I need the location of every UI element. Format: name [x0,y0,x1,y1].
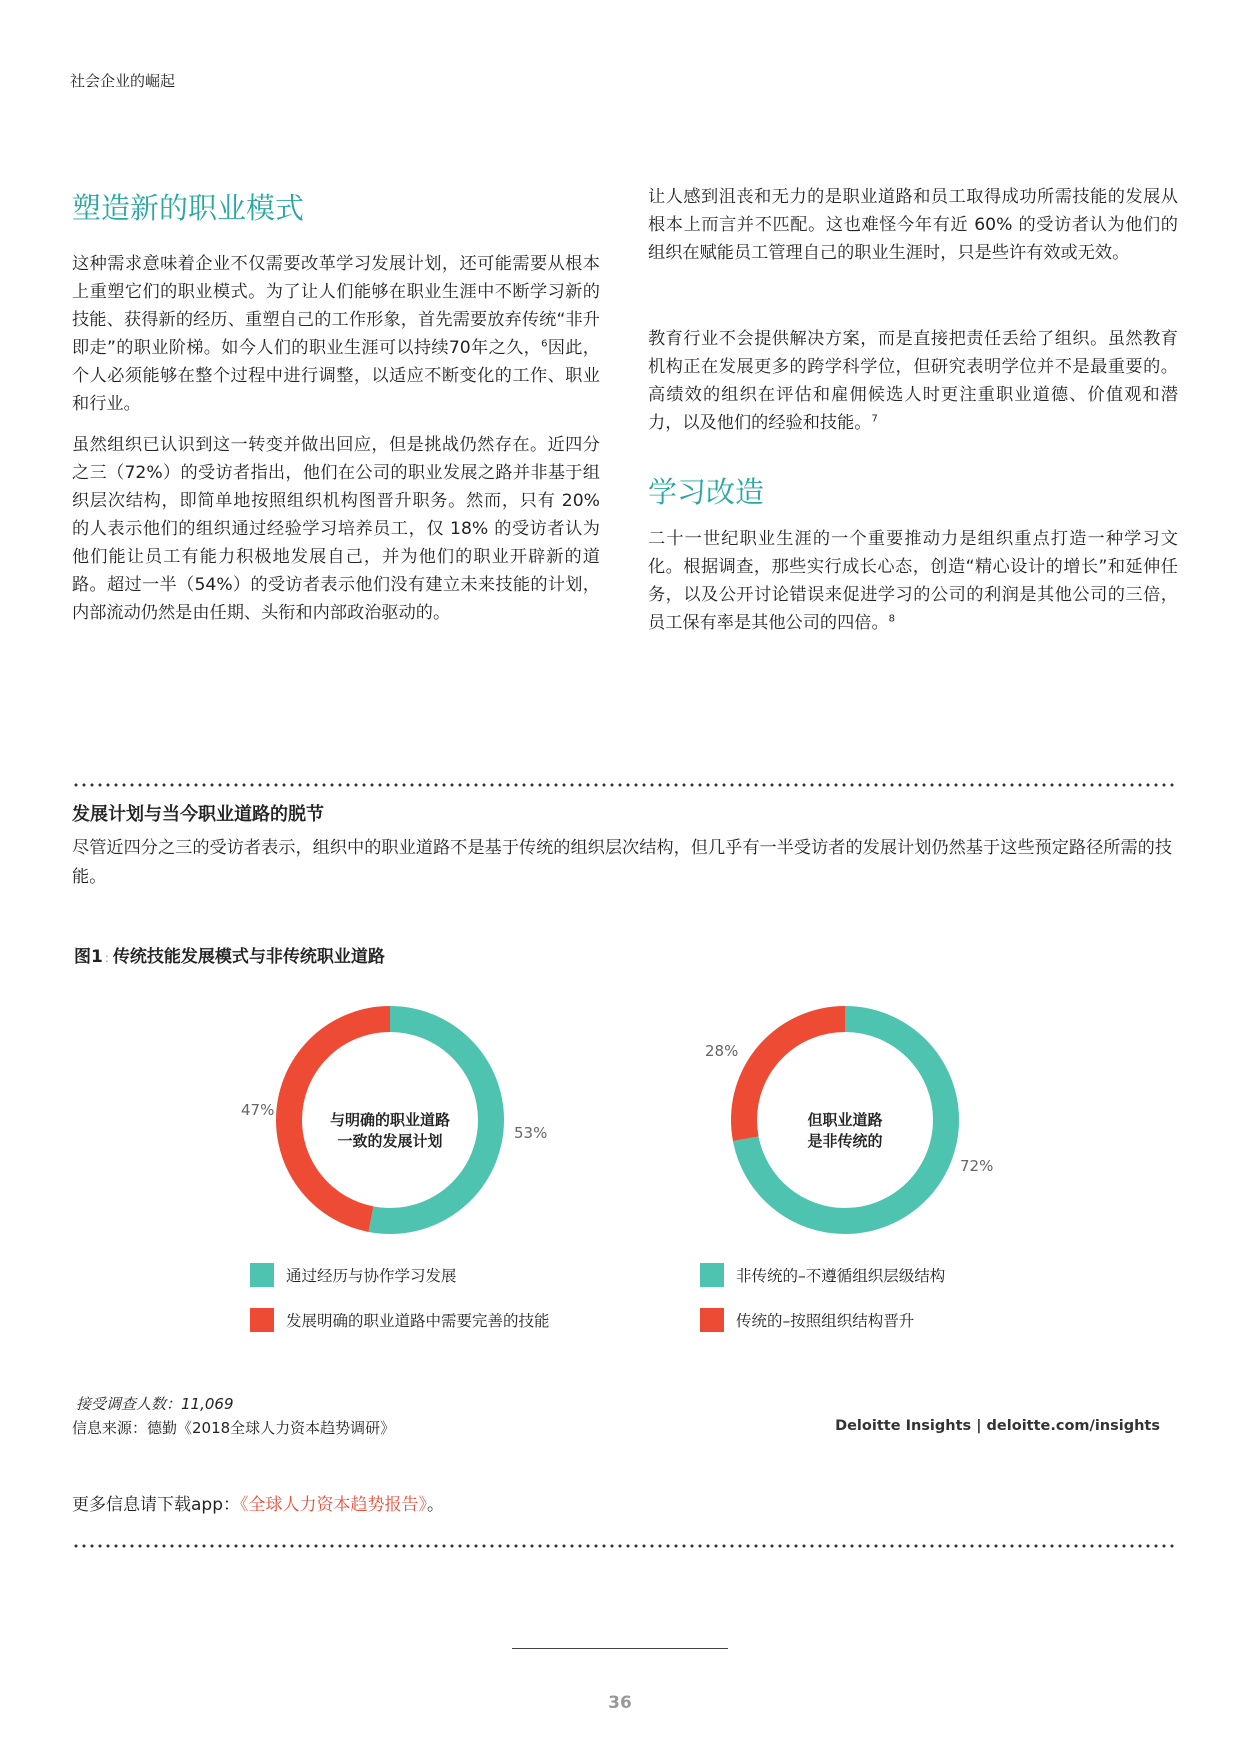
donut-2-pct-teal: 72% [960,1157,994,1175]
brand-link[interactable]: Deloitte Insights | deloitte.com/insights [835,1418,1160,1434]
legend-swatch-red [700,1308,724,1332]
dotted-divider [72,783,1178,787]
respondents-note: 接受调查人数：11,069 [76,1395,234,1413]
footnote-ref[interactable]: 6 [541,338,548,350]
section-heading-2: 学习改造 [648,475,765,509]
donut-1-pct-red: 47% [241,1101,275,1119]
figure-title [74,942,385,967]
running-header: 社会企业的崛起 [70,72,176,90]
figure-separator: : [104,951,109,965]
report-link[interactable]: 《全球人力资本趋势报告》 [240,1495,427,1515]
source-note: 信息来源：德勤《2018全球人力资本趋势调研》 [72,1419,396,1437]
donut-1-pct-teal: 53% [514,1124,548,1142]
figure-caption: 传统技能发展模式与非传统职业道路 [112,947,385,967]
figure-label: 图1 [74,947,103,967]
section-heading: 塑造新的职业模式 [72,191,305,225]
body-paragraph-1: 这种需求意味着企业不仅需要改革学习发展计划，还可能需要从根本上重塑它们的职业模式。为了让人们能够在职业生涯中不断学习新的技能、获得新的经历、重塑自己的工作形象，首先需要放弃传统“非升即走”的职业阶梯。如今人们的职业生涯可以持续70年之久，$^6$因此，个人必须能够在整个过程中进行调整，以适应不断变化的工作、职业和行业。 [72,254,600,414]
donut-1-center-label: 与明确的职业道路 一致的发展计划 [329,1111,450,1150]
callout-title: 发展计划与当今职业道路的脱节 [72,804,324,825]
legend-swatch-teal [250,1263,274,1287]
body-paragraph-5: 二十一世纪职业生涯的一个重要推动力是组织重点打造一种学习文化。根据调查，那些实行成长心态，创造“精心设计的增长”和延伸任务，以及公开讨论错误来促进学习的公司的利润是其他公司的三倍，员工保有率是其他公司的四倍。$^8$ [648,529,1178,633]
footer-rule [512,1648,728,1649]
legend-swatch-teal [700,1263,724,1287]
download-line: 更多信息请下载app：《全球人力资本趋势报告》。 [72,1495,444,1515]
footnote-ref[interactable]: 8 [888,613,896,625]
body-paragraph-2: 虽然组织已认识到这一转变并做出回应，但是挑战仍然存在。近四分之三（72%）的受访者指出，他们在公司的职业发展之路并非基于组织层次结构，即简单地按照组织机构图晋升职务。然而，只有 20% 的人表示他们的组织通过经验学习培养员工，仅 18% 的受访者认为他们能让员工有能力积极地发展自己，并为他们的职业开辟新的道路。超过一半（54%）的受访者表示他们没有建立未来技能的计划，内部流动仍然是由任期、头衔和内部政治驱动的。 [72,435,600,623]
donut-2-center-label: 但职业道路 是非传统的 [807,1111,883,1150]
dotted-divider-bottom [72,1544,1178,1548]
footnote-ref[interactable]: 7 [871,413,878,425]
donut-2-pct-red: 28% [705,1042,739,1060]
body-paragraph-4: 教育行业不会提供解决方案，而是直接把责任丢给了组织。虽然教育机构正在发展更多的跨学科学位，但研究表明学位并不是最重要的。高绩效的组织在评估和雇佣候选人时更注重职业道德、价值观和潜力，以及他们的经验和技能。$^7$ [648,329,1178,433]
legend-item-4: 传统的–按照组织结构晋升 [700,1308,914,1332]
legend-item-1: 通过经历与协作学习发展 [250,1263,457,1287]
callout-description: 尽管近四分之三的受访者表示，组织中的职业道路不是基于传统的组织层次结构，但几乎有一半受访者的发展计划仍然基于这些预定路径所需的技能。 [72,838,1173,887]
legend-item-3: 非传统的–不遵循组织层级结构 [700,1263,945,1287]
legend-swatch-red [250,1308,274,1332]
page-number: 36 [608,1693,632,1713]
legend-item-2: 发展明确的职业道路中需要完善的技能 [250,1308,550,1332]
body-paragraph-3: 让人感到沮丧和无力的是职业道路和员工取得成功所需技能的发展从根本上而言并不匹配。这也难怪今年有近 60% 的受访者认为他们的组织在赋能员工管理自己的职业生涯时，只是些许有效或无效。 [648,187,1178,263]
